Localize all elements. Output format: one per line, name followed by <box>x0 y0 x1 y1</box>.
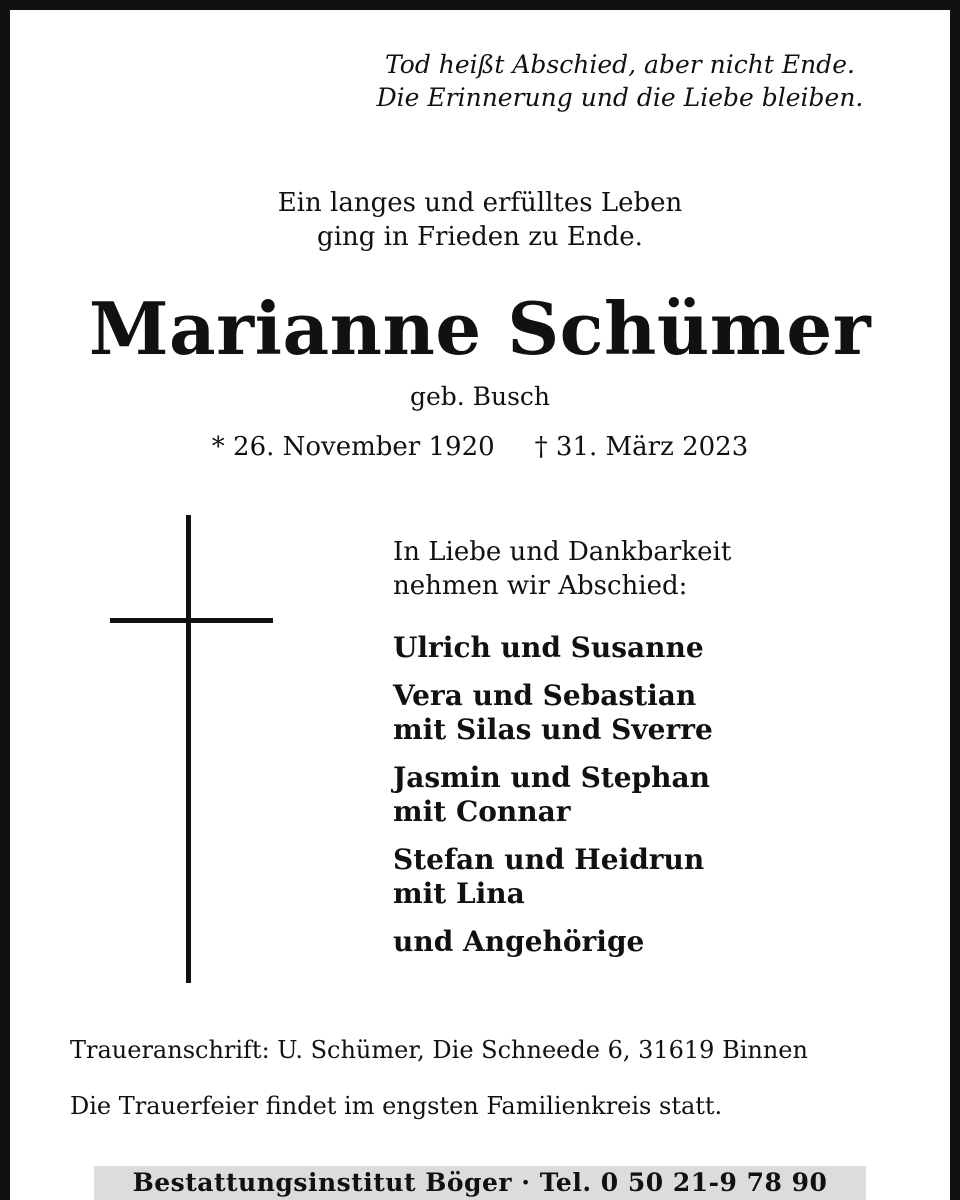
mourner-group <box>393 679 933 747</box>
ceremony-note: Die Trauerfeier findet im engsten Familienkreis statt. <box>70 1092 723 1120</box>
quote-line-2: Die Erinnerung und die Liebe bleiben. <box>376 83 864 112</box>
mourner-group <box>393 925 933 959</box>
mourner-line: und Angehörige <box>393 925 645 958</box>
death-date: † 31. März 2023 <box>534 432 749 462</box>
mourners-list <box>393 631 933 973</box>
mourner-group <box>393 631 933 665</box>
mourner-line: mit Lina <box>393 877 525 910</box>
maiden-name: geb. Busch <box>409 382 551 411</box>
funeral-home-footer: Bestattungsinstitut Böger · Tel. 0 50 21-9 78 90 <box>94 1166 866 1200</box>
mourner-line: mit Connar <box>393 795 571 828</box>
cross-icon <box>186 515 191 983</box>
life-dates <box>0 430 960 464</box>
intro-line-2: ging in Frieden zu Ende. <box>317 222 643 252</box>
mourner-line: Vera und Sebastian <box>393 679 697 712</box>
farewell-text <box>393 535 913 603</box>
deceased-name: Marianne Schümer <box>88 286 872 371</box>
quote-line-1: Tod heißt Abschied, aber nicht Ende. <box>385 50 855 79</box>
mourner-group <box>393 761 933 829</box>
mourner-line: Stefan und Heidrun <box>393 843 705 876</box>
farewell-line-1: In Liebe und Dankbarkeit <box>393 537 732 567</box>
mourner-group <box>393 843 933 911</box>
intro-line-1: Ein langes und erfülltes Leben <box>277 188 683 218</box>
mourning-address: Traueranschrift: U. Schümer, Die Schneede 6, 31619 Binnen <box>70 1036 808 1064</box>
intro-text <box>0 186 960 254</box>
farewell-line-2: nehmen wir Abschied: <box>393 571 688 601</box>
birth-date: * 26. November 1920 <box>211 432 495 462</box>
memorial-quote <box>330 48 910 114</box>
mourner-line: Ulrich und Susanne <box>393 631 704 664</box>
cross-icon-bar <box>110 618 273 623</box>
mourner-line: mit Silas und Sverre <box>393 713 713 746</box>
mourner-line: Jasmin und Stephan <box>393 761 710 794</box>
